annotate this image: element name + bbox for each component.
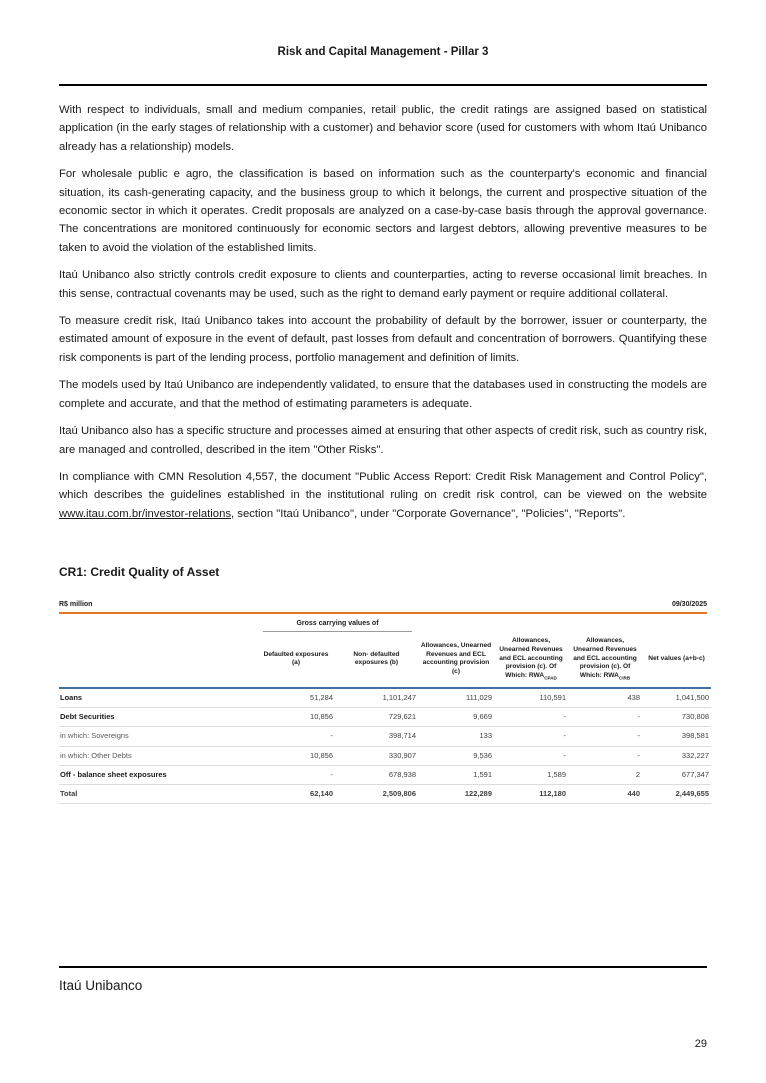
table-cell: 51,284 [257, 688, 335, 708]
table-cell: 729,621 [335, 708, 418, 727]
table-meta-row [59, 599, 707, 614]
cr1-data-table [59, 614, 711, 804]
table-cell: - [568, 708, 642, 727]
table-row-sovereigns [59, 727, 711, 746]
footer-brand: Itaú Unibanco [59, 978, 143, 993]
paragraph-wholesale-classification: For wholesale public e agro, the classification is based on information such as the counterparty's economic and financial situation, its cash-generating capacity, and the business group to which it belongs, the current and prospective situation of the economic sector in which it operates. Credit proposals are analyzed on a case-by-case basis through the approval governance. The concentrations are monitored continuously for economic sectors and largest debtors, allowing preventive measures to be taken to avoid the violation of the established limits. [59, 168, 707, 254]
table-cell: 10,856 [257, 708, 335, 727]
table-cell: 2 [568, 765, 642, 784]
page-number: 29 [694, 1038, 707, 1050]
header-rule [59, 84, 707, 86]
rwa-cpad-subscript: CPAD [544, 675, 557, 681]
table-cell: 9,536 [418, 746, 494, 765]
table-cell: 677,347 [642, 765, 711, 784]
column-header-allowances: Allowances, Unearned Revenues and ECL accounting provision (c) [418, 632, 494, 688]
paragraph-other-risks: Itaú Unibanco also has a specific structure and processes aimed at ensuring that other aspects of credit risk, such as country risk, are managed and controlled, described in the item "Other Risks". [59, 425, 708, 456]
group-header-row [59, 614, 711, 632]
table-unit-label: R$ million [59, 600, 93, 608]
column-header-net-values: Net values (a+b-c) [642, 632, 711, 688]
table-cell: 398,581 [642, 727, 711, 746]
table-cell: 398,714 [335, 727, 418, 746]
table-cell: 62,140 [257, 785, 335, 804]
table-row-loans [59, 688, 711, 708]
table-cell: 1,041,500 [642, 688, 711, 708]
paragraph-retail-ratings: With respect to individuals, small and medium companies, retail public, the credit ratings are assigned based on statistical application (in the early stages of relationship with a customer) and behavior score (used for customers with whom Itaú Unibanco already has a relationship) models. [59, 104, 707, 153]
column-header-defaulted: Defaulted exposures (a) [257, 632, 335, 688]
column-header-rwa-cirb: Allowances, Unearned Revenues and ECL accounting provision (c). Of Which: $RWA_{CIRB}$ [568, 632, 642, 688]
row-label: in which: Other Debts [59, 746, 257, 765]
table-cell: - [257, 727, 335, 746]
table-cell: 730,808 [642, 708, 711, 727]
table-row-debt-securities [59, 708, 711, 727]
table-cell: 122,289 [418, 785, 494, 804]
table-cell: - [494, 746, 568, 765]
body-content [59, 101, 707, 804]
table-cell: 2,449,655 [642, 785, 711, 804]
footer-rule [59, 966, 707, 968]
investor-relations-link[interactable]: www.itau.com.br/investor-relations [59, 507, 232, 520]
table-cell: 1,589 [494, 765, 568, 784]
table-cell: 111,029 [418, 688, 494, 708]
table-row-total [59, 785, 711, 804]
paragraph-model-validation: The models used by Itaú Unibanco are independently validated, to ensure that the databases used in constructing the models are complete and accurate, and that the method of estimating parameters is adequate. [59, 379, 707, 410]
table-row-other-debts [59, 746, 711, 765]
column-header-rwa-cpad: Allowances, Unearned Revenues and ECL accounting provision (c). Of Which: $RWA_{CPAD}$ [494, 632, 568, 688]
table-cell: 678,938 [335, 765, 418, 784]
table-cell: 110,591 [494, 688, 568, 708]
rwa-cirb-subscript: CIRB [618, 675, 631, 681]
section-heading-cr1: CR1: Credit Quality of Asset [59, 565, 220, 580]
table-cell: 332,227 [642, 746, 711, 765]
table-cell: 10,856 [257, 746, 335, 765]
table-cell: - [568, 727, 642, 746]
row-label: Loans [59, 688, 257, 708]
table-cell: 440 [568, 785, 642, 804]
table-report-date: 09/30/2025 [671, 600, 707, 608]
table-cell: - [494, 727, 568, 746]
row-label: in which: Sovereigns [59, 727, 257, 746]
table-cell: - [568, 746, 642, 765]
page-title: Risk and Capital Management - Pillar 3 [277, 46, 489, 58]
table-cell: 9,669 [418, 708, 494, 727]
compliance-text-before: In compliance with CMN Resolution 4,557, the document "Public Access Report: Credit Risk Management and Control Policy", which describes the guidelines established in the institutional ruling on credit risk control, can be viewed on the website [59, 470, 707, 502]
column-header-row [59, 632, 711, 688]
row-label: Total [59, 785, 257, 804]
table-cell: 112,180 [494, 785, 568, 804]
table-cell: 1,591 [418, 765, 494, 784]
row-label: Off - balance sheet exposures [59, 765, 257, 784]
column-header-non-defaulted: Non- defaulted exposures (b) [335, 632, 418, 688]
paragraph-credit-risk-measurement: To measure credit risk, Itaú Unibanco takes into account the probability of default by the borrower, issuer or counterparty, the estimated amount of exposure in the event of default, past losses from default and concentration of borrowers. Quantifying these risk components is part of the lending process, portfolio management and definition of limits. [59, 315, 707, 364]
group-header-gross-carrying: Gross carrying values of [263, 618, 412, 632]
table-cell: 438 [568, 688, 642, 708]
row-label: Debt Securities [59, 708, 257, 727]
table-cell: 1,101,247 [335, 688, 418, 708]
table-cell: - [257, 765, 335, 784]
table-cell: 330,907 [335, 746, 418, 765]
cr1-table [59, 599, 707, 805]
table-cell: - [494, 708, 568, 727]
table-cell: 2,509,806 [335, 785, 418, 804]
table-cell: 133 [418, 727, 494, 746]
paragraph-cmn-compliance [59, 468, 707, 523]
column-header-empty [59, 632, 257, 688]
compliance-text-after: , section "Itaú Unibanco", under "Corporate Governance", "Policies", "Reports". [231, 507, 626, 520]
table-row-off-balance-sheet [59, 765, 711, 784]
paragraph-credit-exposure-controls: Itaú Unibanco also strictly controls credit exposure to clients and counterparties, acting to reverse occasional limit breaches. In this sense, contractual covenants may be used, such as the right to demand early payment or require additional collateral. [59, 269, 707, 300]
